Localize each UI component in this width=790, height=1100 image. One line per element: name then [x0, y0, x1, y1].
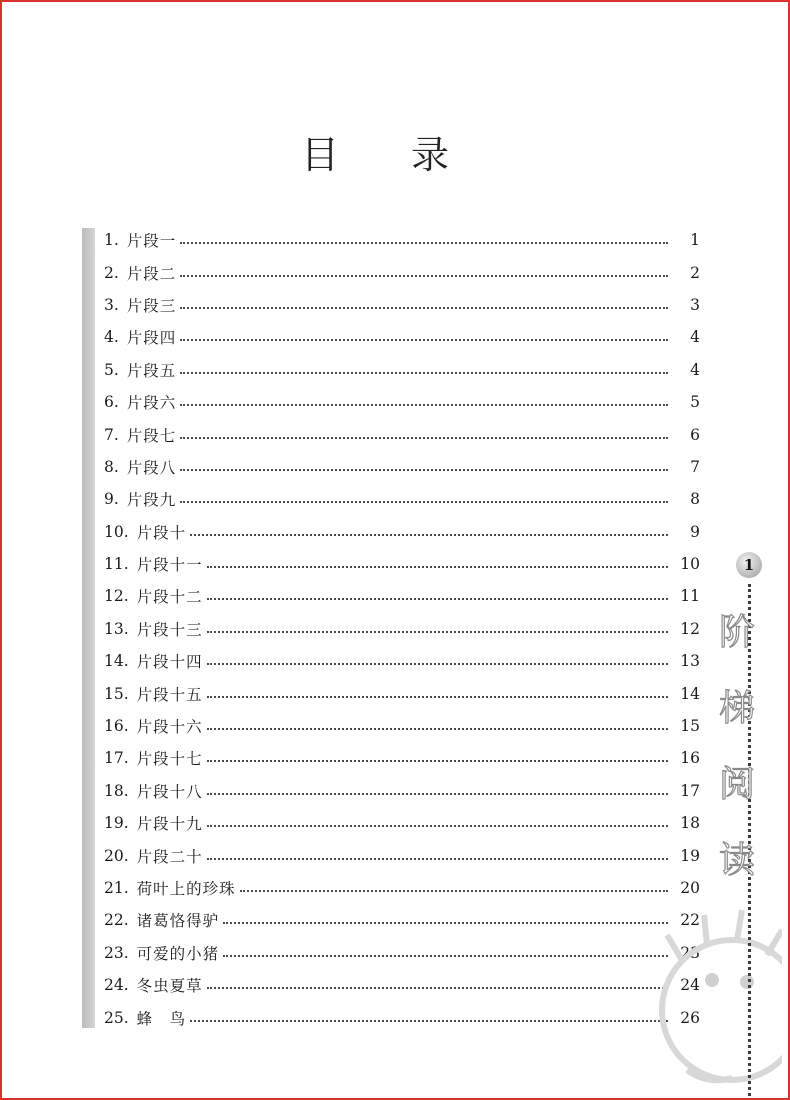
toc-leader-dots — [207, 663, 668, 665]
toc-entry[interactable] — [104, 677, 708, 709]
side-title-char: 梯 — [718, 688, 755, 729]
toc-entry-number: 6. — [104, 393, 119, 412]
toc-leader-dots — [207, 987, 668, 989]
page-title: 目 录 — [300, 133, 480, 177]
toc-leader-dots — [207, 728, 668, 730]
toc-leader-dots — [180, 339, 668, 341]
toc-entry-title: 片段十八 — [136, 782, 203, 801]
toc-entry-title: 片段二十 — [136, 847, 203, 866]
toc-leader-dots — [180, 501, 668, 503]
toc-entry-number: 11. — [104, 555, 129, 574]
toc-entry-number: 14. — [104, 652, 129, 671]
toc-leader-dots — [180, 307, 668, 309]
toc-entry-title: 片段十一 — [136, 556, 203, 575]
toc-leader-dots — [240, 890, 668, 892]
toc-entry[interactable] — [104, 580, 708, 612]
toc-entry-number: 22. — [104, 911, 129, 930]
toc-entry[interactable] — [104, 807, 708, 839]
toc-entry-page: 15 — [680, 717, 700, 736]
toc-entry-number: 8. — [104, 457, 119, 476]
side-title-char: 阅 — [718, 764, 755, 805]
toc-entry-page: 18 — [680, 814, 700, 833]
toc-entry-page: 4 — [690, 328, 700, 347]
toc-entry-title: 片段十 — [136, 523, 187, 542]
sun-doodle-icon — [612, 900, 782, 1100]
toc-entry-number: 9. — [104, 490, 119, 509]
toc-entry-title: 片段十四 — [136, 653, 203, 672]
toc-entry-page: 26 — [680, 1008, 700, 1027]
toc-leader-dots — [207, 858, 668, 860]
side-decoration — [702, 540, 788, 1098]
toc-entry[interactable] — [104, 483, 708, 515]
toc-entry-number: 2. — [104, 263, 119, 282]
toc-entry-number: 3. — [104, 295, 119, 314]
toc-entry-page: 13 — [680, 652, 700, 671]
toc-entry-number: 1. — [104, 231, 119, 250]
toc-entry-number: 16. — [104, 717, 129, 736]
toc-entry-page: 11 — [680, 587, 700, 606]
toc-leader-dots — [190, 534, 668, 536]
toc-entry[interactable] — [104, 516, 708, 548]
toc-entry-number: 7. — [104, 425, 119, 444]
toc-entry[interactable] — [104, 321, 708, 353]
toc-leader-dots — [207, 793, 668, 795]
toc-entry-number: 17. — [104, 749, 129, 768]
toc-entry-title: 片段十六 — [136, 718, 203, 737]
toc-leader-dots — [207, 760, 668, 762]
toc-entry-title: 片段七 — [126, 426, 177, 445]
toc-entry-title: 片段十九 — [136, 815, 203, 834]
page-number-badge: 1 — [736, 552, 762, 578]
toc-leader-dots — [223, 922, 668, 924]
toc-entry-title: 片段一 — [126, 232, 177, 251]
toc-entry[interactable] — [104, 613, 708, 645]
toc-entry-title: 诸葛恪得驴 — [136, 912, 220, 931]
toc-entry-title: 荷叶上的珍珠 — [136, 880, 236, 898]
toc-leader-dots — [190, 1020, 668, 1022]
toc-entry-title: 片段八 — [126, 458, 177, 477]
toc-leader-dots — [207, 566, 668, 568]
toc-entry-page: 23 — [680, 943, 700, 962]
toc-leader-dots — [207, 696, 668, 698]
toc-entry-number: 4. — [104, 328, 119, 347]
toc-entry[interactable] — [104, 256, 708, 288]
toc-entry[interactable] — [104, 386, 708, 418]
toc-leader-dots — [180, 404, 668, 406]
toc-entry[interactable] — [104, 775, 708, 807]
toc-entry-number: 24. — [104, 976, 129, 995]
toc-leader-dots — [207, 631, 668, 633]
toc-entry-page: 5 — [690, 393, 700, 412]
toc-entry-title: 片段五 — [126, 361, 177, 380]
toc-entry[interactable] — [104, 451, 708, 483]
toc-entry-page: 2 — [690, 263, 700, 282]
toc-entry[interactable] — [104, 645, 708, 677]
toc-entry[interactable] — [104, 418, 708, 450]
toc-entry[interactable] — [104, 839, 708, 871]
toc-leader-dots — [207, 598, 668, 600]
toc-entry[interactable] — [104, 710, 708, 742]
toc-entry-title: 片段四 — [126, 329, 177, 348]
toc-entry-number: 12. — [104, 587, 129, 606]
toc-entry-page: 8 — [690, 490, 700, 509]
toc-leader-dots — [207, 825, 668, 827]
toc-entry[interactable] — [104, 224, 708, 256]
toc-entry-page: 19 — [680, 846, 700, 865]
toc-entry-page: 17 — [680, 781, 700, 800]
toc-entry-title: 片段六 — [126, 394, 177, 413]
toc-leader-dots — [180, 469, 668, 471]
toc-entry-page: 14 — [680, 684, 700, 703]
toc-entry-page: 7 — [690, 457, 700, 476]
toc-entry-title: 片段十五 — [136, 685, 203, 704]
toc-entry-number: 21. — [104, 879, 129, 897]
toc-entry-number: 19. — [104, 814, 129, 833]
toc-entry-number: 18. — [104, 781, 129, 800]
toc-entry-page: 24 — [680, 976, 700, 995]
toc-entry-page: 4 — [690, 360, 700, 379]
toc-leader-dots — [180, 372, 668, 374]
toc-entry-page: 6 — [690, 425, 700, 444]
toc-entry-page: 20 — [680, 879, 700, 897]
toc-leader-dots — [180, 437, 668, 439]
toc-entry-number: 5. — [104, 360, 119, 379]
toc-entry-page: 3 — [690, 295, 700, 314]
toc-entry-title: 片段十三 — [136, 620, 203, 639]
toc-entry-title: 可爱的小猪 — [136, 944, 220, 963]
side-title-char: 阶 — [718, 612, 755, 653]
toc-entry-page: 22 — [680, 911, 700, 930]
toc-entry-title: 蜂 鸟 — [136, 1009, 187, 1028]
toc-leader-dots — [180, 275, 668, 277]
toc-entry-page: 9 — [690, 522, 700, 541]
toc-leader-dots — [223, 955, 668, 957]
toc-entry-page: 16 — [680, 749, 700, 768]
toc-entry-number: 20. — [104, 846, 129, 865]
toc-entry-number: 13. — [104, 619, 129, 638]
toc-entry-page: 10 — [680, 555, 700, 574]
toc-entry-title: 片段二 — [126, 264, 177, 283]
toc-entry-title: 冬虫夏草 — [136, 977, 203, 996]
toc-entry-number: 25. — [104, 1008, 129, 1027]
toc-entry-title: 片段九 — [126, 491, 177, 510]
toc-entry[interactable] — [104, 354, 708, 386]
toc-leader-dots — [180, 242, 668, 244]
toc-entry-title: 片段十七 — [136, 750, 203, 769]
toc-entry[interactable] — [104, 548, 708, 580]
toc-entry-number: 15. — [104, 684, 129, 703]
side-title-char: 读 — [718, 840, 755, 881]
toc-entry[interactable] — [104, 742, 708, 774]
toc-entry-number: 23. — [104, 943, 129, 962]
toc-entry-title: 片段三 — [126, 296, 177, 315]
toc-entry-page: 1 — [690, 231, 700, 250]
toc-entry-number: 10. — [104, 522, 129, 541]
toc-entry-page: 12 — [680, 619, 700, 638]
toc-entry[interactable] — [104, 289, 708, 321]
toc-entry-title: 片段十二 — [136, 588, 203, 607]
